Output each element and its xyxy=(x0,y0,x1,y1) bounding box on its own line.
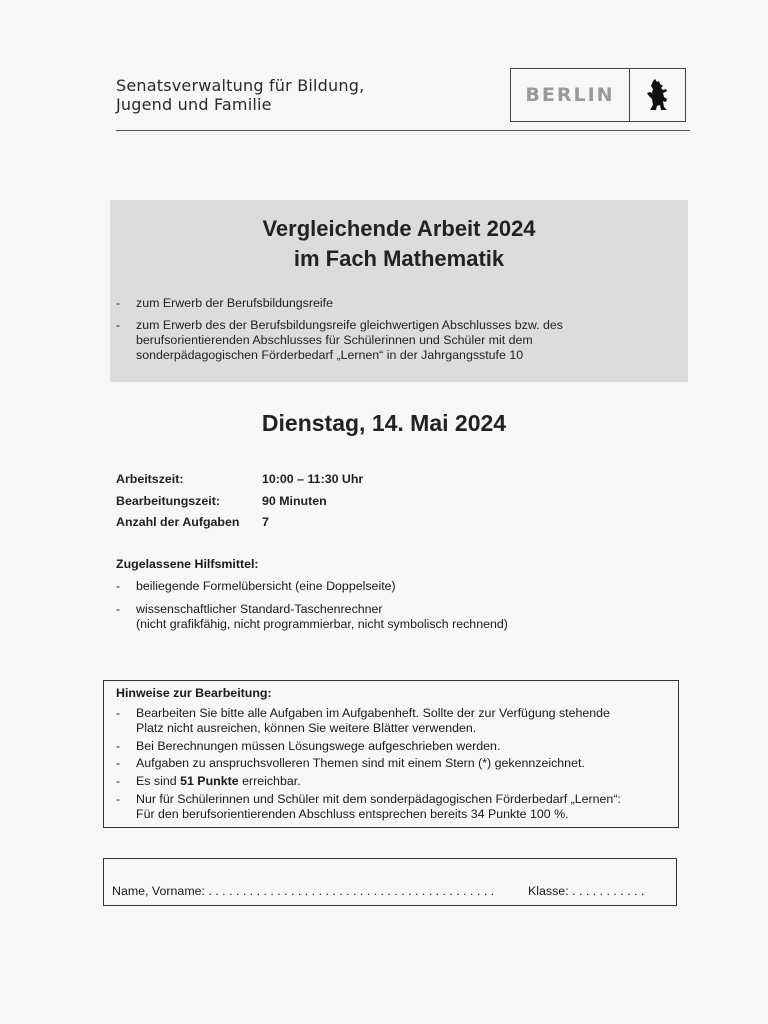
aid-item xyxy=(116,579,396,594)
aid-item xyxy=(116,602,508,632)
hint-text: Platz nicht ausreichen, können Sie weitere Blätter verwenden. xyxy=(136,721,477,735)
hint-item xyxy=(116,792,666,822)
bullet-text: zum Erwerb der Berufsbildungsreife xyxy=(136,296,333,310)
header-divider xyxy=(116,130,690,131)
bullet-dash: - xyxy=(116,756,121,770)
exam-subject: im Fach Mathematik xyxy=(293,246,505,271)
title-bullet xyxy=(116,318,563,363)
bullet-dash: - xyxy=(116,774,121,788)
info-label: Anzahl der Aufgaben xyxy=(116,515,240,529)
bullet-text: sonderpädagogischen Förderbedarf „Lernen“ in der Jahrgangsstufe 10 xyxy=(136,348,524,362)
hint-text xyxy=(136,774,301,789)
hint-text: Bearbeiten Sie bitte alle Aufgaben im Aufgabenheft. Sollte der zur Verfügung stehende xyxy=(136,706,610,720)
berlin-logo xyxy=(510,68,686,122)
department-name-line2: Jugend und Familie xyxy=(116,95,272,114)
name-field-box[interactable] xyxy=(103,858,677,906)
bullet-dash: - xyxy=(116,706,121,720)
hint-text: Aufgaben zu anspruchsvolleren Themen sind mit einem Stern (*) gekennzeichnet. xyxy=(136,756,585,770)
department-name xyxy=(116,76,364,114)
aids-heading: Zugelassene Hilfsmittel: xyxy=(116,557,259,571)
aid-text: beiliegende Formelübersicht (eine Doppelseite) xyxy=(136,579,396,593)
berlin-bear-icon xyxy=(630,69,685,121)
class-field-label[interactable]: Klasse: . . . . . . . . . . . xyxy=(528,884,645,898)
hint-item xyxy=(116,739,666,754)
info-value: 7 xyxy=(262,515,269,529)
bullet-text: berufsorientierenden Abschlusses für Schülerinnen und Schüler mit dem xyxy=(136,333,533,347)
bullet-dash: - xyxy=(116,579,121,593)
bullet-text: zum Erwerb des der Berufsbildungsreife gleichwertigen Abschlusses bzw. des xyxy=(136,318,564,332)
hint-item xyxy=(116,756,666,771)
info-value: 90 Minuten xyxy=(262,494,327,508)
name-field-label[interactable]: Name, Vorname: . . . . . . . . . . . . . . . . . . . . . . . . . . . . . . . . . . . . . . . . . . xyxy=(112,884,495,898)
hints-heading: Hinweise zur Bearbeitung: xyxy=(116,686,272,700)
hint-item xyxy=(116,774,666,789)
bullet-dash: - xyxy=(116,602,121,616)
aid-text: wissenschaftlicher Standard-Taschenrechner xyxy=(136,602,383,616)
bullet-dash: - xyxy=(116,296,121,310)
info-label: Bearbeitungszeit: xyxy=(116,494,220,508)
hint-text: Für den berufsorientierenden Abschluss entsprechen bereits 34 Punkte 100 %. xyxy=(136,807,569,821)
title-bullet xyxy=(116,296,333,311)
hint-text-post: erreichbar. xyxy=(238,774,301,788)
bullet-dash: - xyxy=(116,318,121,332)
berlin-logo-text: BERLIN xyxy=(511,69,630,121)
hint-item xyxy=(116,706,666,736)
aid-text: (nicht grafikfähig, nicht programmierbar, nicht symbolisch rechnend) xyxy=(136,617,508,631)
points-total: 51 Punkte xyxy=(180,774,239,788)
hint-text: Nur für Schülerinnen und Schüler mit dem sonderpädagogischen Förderbedarf „Lernen“: xyxy=(136,792,621,806)
hint-text: Bei Berechnungen müssen Lösungswege aufgeschrieben werden. xyxy=(136,739,501,753)
bullet-dash: - xyxy=(116,792,121,806)
info-label: Arbeitszeit: xyxy=(116,472,184,486)
exam-title: Vergleichende Arbeit 2024 xyxy=(262,216,536,241)
exam-date: Dienstag, 14. Mai 2024 xyxy=(261,410,507,436)
info-value: 10:00 – 11:30 Uhr xyxy=(262,472,364,486)
hint-text-pre: Es sind xyxy=(136,774,181,788)
department-name-line1: Senatsverwaltung für Bildung, xyxy=(116,76,365,95)
bullet-dash: - xyxy=(116,739,121,753)
